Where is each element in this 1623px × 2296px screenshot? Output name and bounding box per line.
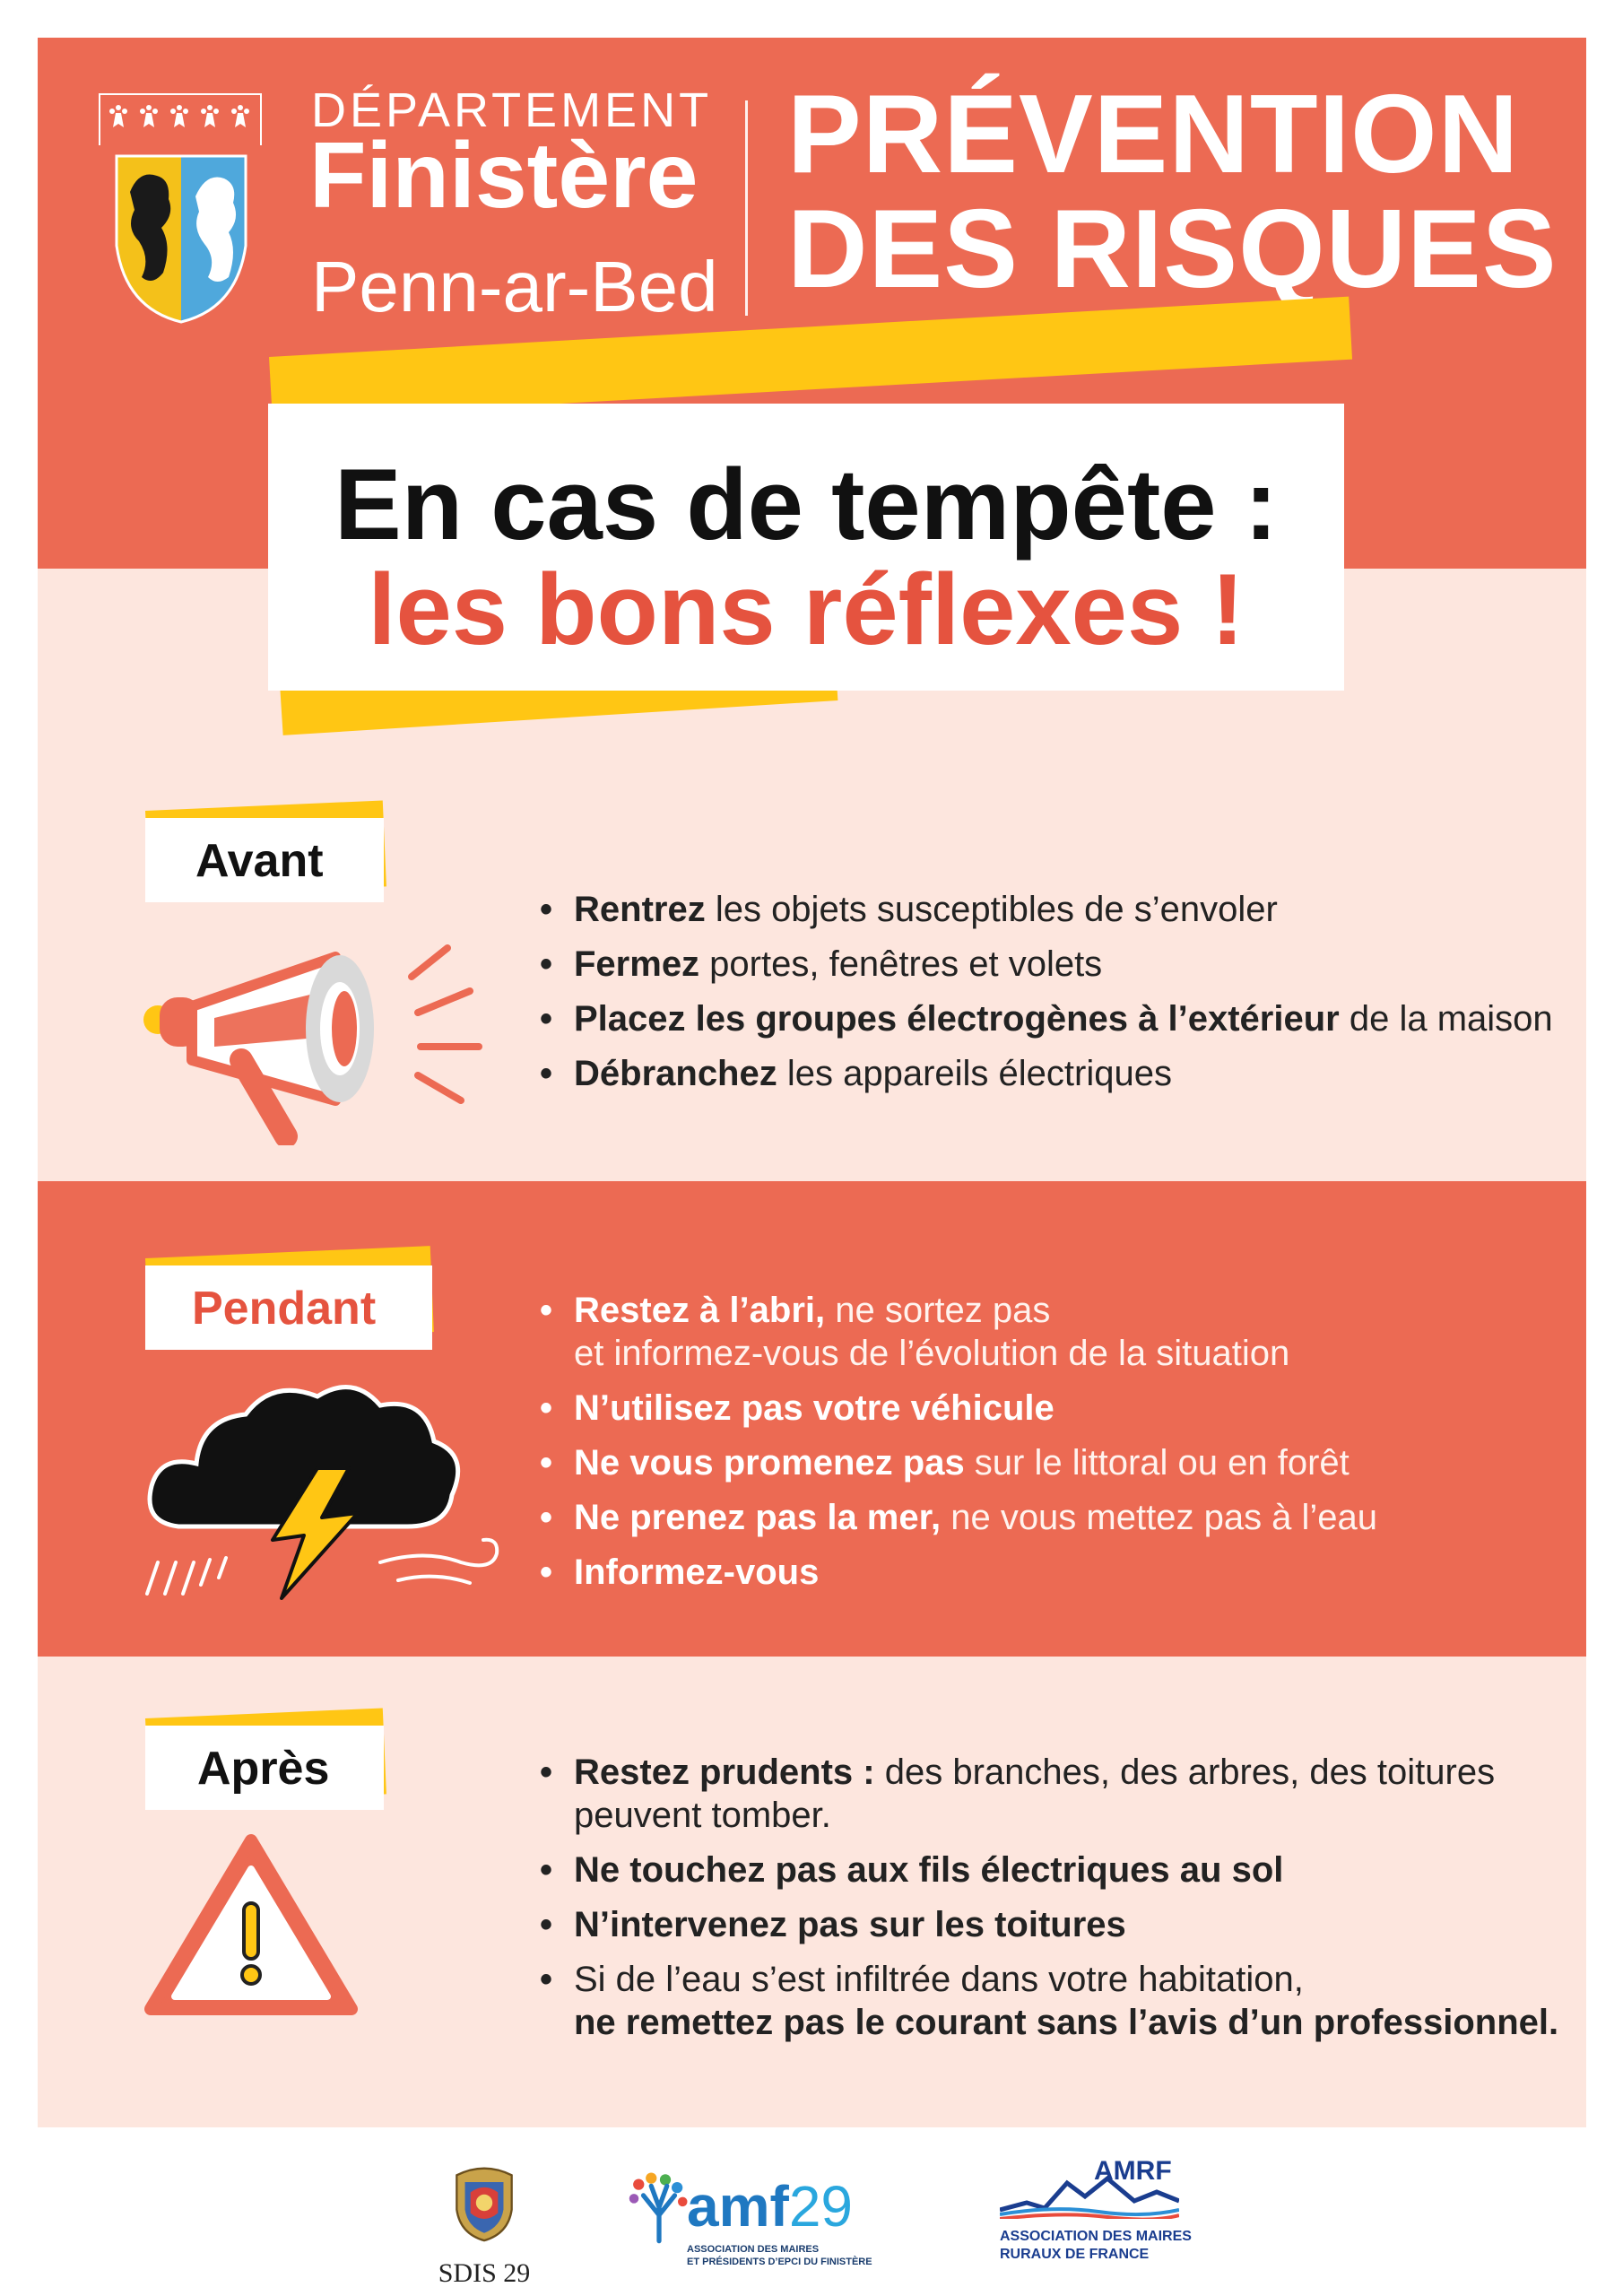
storm-cloud-icon (138, 1370, 515, 1603)
list-item: • Fermez portes, fenêtres et volets (540, 943, 1553, 986)
title-card (268, 404, 1344, 691)
department-breton-name: Penn-ar-Bed (311, 247, 718, 326)
avant-label-box (145, 818, 384, 902)
amrf-word: AMRF (1094, 2156, 1172, 2186)
list-item: • Débranchez les appareils électriques (540, 1052, 1553, 1095)
header-title-line2: DES RISQUES (787, 187, 1558, 311)
list-item: • Si de l’eau s’est infiltrée dans votre habitation, ne remettez pas le courant sans l’avis d’un professionnel. (540, 1958, 1558, 2044)
list-item: • N’intervenez pas sur les toitures (540, 1903, 1558, 1946)
pendant-label-box (145, 1265, 432, 1350)
apres-list (540, 1751, 1558, 2056)
amf-word: amf29 (687, 2174, 853, 2239)
title-line1: En cas de tempête : (334, 448, 1278, 561)
title-line2: les bons réflexes ! (368, 553, 1245, 665)
poster (38, 38, 1586, 2127)
avant-label: Avant (195, 835, 324, 887)
amf-tree-icon (628, 2170, 690, 2244)
sdis29-logo (430, 2151, 538, 2294)
list-item: • Rentrez les objets susceptibles de s’envoler (540, 888, 1553, 931)
apres-label: Après (197, 1743, 330, 1795)
header-title-line1: PRÉVENTION (787, 73, 1520, 196)
sdis-label: SDIS 29 (438, 2258, 531, 2288)
list-item: • Restez prudents : des branches, des arbres, des toitures peuvent tomber. (540, 1751, 1558, 1837)
pendant-list (540, 1289, 1377, 1605)
list-item: • Informez-vous (540, 1551, 1377, 1594)
header-title (787, 73, 1558, 311)
list-item: • Ne prenez pas la mer, ne vous mettez pas à l’eau (540, 1496, 1377, 1539)
pendant-label: Pendant (192, 1283, 377, 1335)
apres-label-box (145, 1726, 384, 1810)
list-item: • Ne touchez pas aux fils électriques au sol (540, 1848, 1558, 1892)
sdis-emblem-icon (443, 2151, 525, 2255)
amrf-logo (1000, 2156, 1206, 2282)
department-label: DÉPARTEMENT (311, 83, 713, 137)
amf-subtitle: ASSOCIATION DES MAIRES ET PRÉSIDENTS D’EPCI DU FINISTÈRE (687, 2244, 872, 2267)
list-item: • N’utilisez pas votre véhicule (540, 1387, 1377, 1430)
megaphone-icon (138, 912, 497, 1145)
coat-of-arms-icon (99, 93, 262, 326)
list-item: • Ne vous promenez pas sur le littoral ou en forêt (540, 1441, 1377, 1484)
department-name: Finistère (309, 124, 699, 228)
amf29-logo (628, 2170, 897, 2278)
list-item: • Restez à l’abri, ne sortez pas et informez-vous de l’évolution de la situation (540, 1289, 1377, 1375)
avant-list (540, 888, 1553, 1107)
amrf-subtitle: ASSOCIATION DES MAIRES RURAUX DE FRANCE (1000, 2229, 1192, 2262)
warning-triangle-icon (143, 1831, 359, 2020)
header-divider (745, 100, 748, 316)
list-item: • Placez les groupes électrogènes à l’extérieur de la maison (540, 997, 1553, 1040)
